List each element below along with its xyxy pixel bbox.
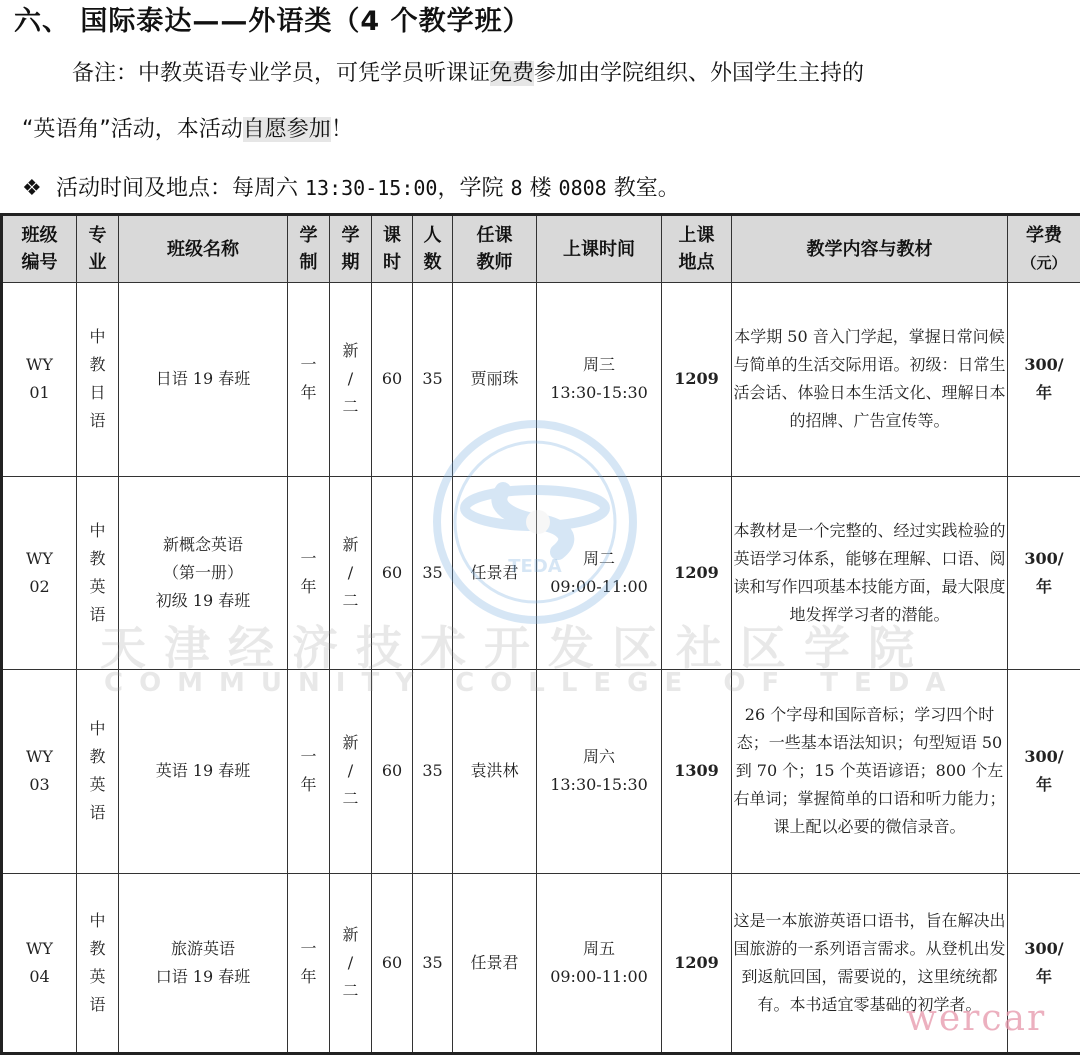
students-cell: 35 xyxy=(413,873,453,1053)
fee-cell: 300/ 年 xyxy=(1008,670,1080,874)
hours-cell: 60 xyxy=(372,283,413,477)
fee-cell: 300/ 年 xyxy=(1008,873,1080,1053)
schedule-cell: 周三 13:30-15:30 xyxy=(537,283,662,477)
note-text: 备注：中教英语专业学员，可凭学员听课证 xyxy=(72,61,491,86)
content-cell: 本学期 50 音入门学起，掌握日常问候与简单的生活交际用语。初级：日常生活会话、体验日本生活文化、理解日本的招牌、广告宣传等。 xyxy=(732,283,1008,477)
teacher-cell: 任景君 xyxy=(453,476,537,670)
major-cell: 中 教 英 语 xyxy=(77,476,119,670)
note-text: 参加由学院组织、外国学生主持的 xyxy=(534,61,865,86)
corner-watermark: wercar xyxy=(906,998,1047,1039)
watermark-chinese: 天津经济技术开发区社区学院 xyxy=(100,621,932,675)
table-row xyxy=(2,476,1080,670)
bullet-icon: ❖ xyxy=(22,176,42,201)
fee-cell: 300/ 年 xyxy=(1008,283,1080,477)
header-location: 上课 地点 xyxy=(662,215,732,283)
watermark-english: COMMUNITY COLLEGE OF TEDA xyxy=(104,668,962,698)
teacher-cell: 袁洪林 xyxy=(453,670,537,874)
note-line-1 xyxy=(72,52,864,96)
hours-cell: 60 xyxy=(372,476,413,670)
room-cell: 1209 xyxy=(662,476,732,670)
major-cell: 中 教 日 语 xyxy=(77,283,119,477)
class-name-cell: 英语 19 春班 xyxy=(119,670,288,874)
activity-floor-label: 楼 xyxy=(529,176,552,201)
class-name-cell: 日语 19 春班 xyxy=(119,283,288,477)
duration-cell: 一 年 xyxy=(288,670,330,874)
section-heading xyxy=(14,0,531,44)
class-id-cell: WY 02 xyxy=(2,476,77,670)
term-cell: 新 / 二 xyxy=(330,873,372,1053)
class-name-cell: 新概念英语 （第一册） 初级 19 春班 xyxy=(119,476,288,670)
major-cell: 中 教 英 语 xyxy=(77,873,119,1053)
header-teacher: 任课 教师 xyxy=(453,215,537,283)
room-cell: 1309 xyxy=(662,670,732,874)
section-number: 六、 xyxy=(14,6,70,37)
hours-cell: 60 xyxy=(372,873,413,1053)
teacher-cell: 贾丽珠 xyxy=(453,283,537,477)
duration-cell: 一 年 xyxy=(288,873,330,1053)
class-schedule-table xyxy=(0,213,1080,1055)
teacher-cell: 任景君 xyxy=(453,873,537,1053)
students-cell: 35 xyxy=(413,476,453,670)
table-row xyxy=(2,670,1080,874)
header-class-name: 班级名称 xyxy=(119,215,288,283)
content-cell: 这是一本旅游英语口语书，旨在解决出国旅游的一系列语言需求。从登机出发到返航回国，需要说的，这里统统都有。本书适宜零基础的初学者。 xyxy=(732,873,1008,1053)
activity-room: 0808 xyxy=(558,176,607,200)
activity-room-label: 教室。 xyxy=(613,176,680,201)
duration-cell: 一 年 xyxy=(288,283,330,477)
table-row xyxy=(2,873,1080,1053)
room-cell: 1209 xyxy=(662,873,732,1053)
table-row xyxy=(2,283,1080,477)
activity-label: 活动时间及地点：每周六 xyxy=(56,176,299,201)
major-cell: 中 教 英 语 xyxy=(77,670,119,874)
class-id-cell: WY 03 xyxy=(2,670,77,874)
header-students: 人 数 xyxy=(413,215,453,283)
term-cell: 新 / 二 xyxy=(330,476,372,670)
hours-cell: 60 xyxy=(372,670,413,874)
duration-cell: 一 年 xyxy=(288,476,330,670)
room-cell: 1209 xyxy=(662,283,732,477)
schedule-cell: 周二 09:00-11:00 xyxy=(537,476,662,670)
note-line-2 xyxy=(22,108,353,152)
class-name-cell: 旅游英语 口语 19 春班 xyxy=(119,873,288,1053)
activity-floor: 8 xyxy=(510,176,523,200)
note-highlight-voluntary: 自愿参加 xyxy=(242,117,331,142)
header-hours: 课 时 xyxy=(372,215,413,283)
students-cell: 35 xyxy=(413,670,453,874)
svg-text:TEDA: TEDA xyxy=(508,556,562,577)
schedule-cell: 周六 13:30-15:30 xyxy=(537,670,662,874)
header-duration: 学 制 xyxy=(288,215,330,283)
section-title: 国际泰达——外语类（4 个教学班） xyxy=(80,6,531,37)
header-schedule: 上课时间 xyxy=(537,215,662,283)
class-id-cell: WY 01 xyxy=(2,283,77,477)
note-text: ！ xyxy=(330,117,353,142)
activity-info xyxy=(22,166,680,210)
note-highlight-free: 免费 xyxy=(490,61,535,86)
class-id-cell: WY 04 xyxy=(2,873,77,1053)
schedule-cell: 周五 09:00-11:00 xyxy=(537,873,662,1053)
content-cell: 本教材是一个完整的、经过实践检验的英语学习体系，能够在理解、口语、阅读和写作四项基本技能方面，最大限度地发挥学习者的潜能。 xyxy=(732,476,1008,670)
activity-time: 13:30-15:00 xyxy=(305,176,438,200)
term-cell: 新 / 二 xyxy=(330,670,372,874)
term-cell: 新 / 二 xyxy=(330,283,372,477)
content-cell: 26 个字母和国际音标；学习四个时态；一些基本语法知识；句型短语 50 到 70 个；15 个英语谚语；800 个左右单词；掌握简单的口语和听力能力；课上配以必要的微信录音。 xyxy=(732,670,1008,874)
header-fee: 学费 （元） xyxy=(1008,215,1080,283)
fee-cell: 300/ 年 xyxy=(1008,476,1080,670)
header-term: 学 期 xyxy=(330,215,372,283)
table-header-row xyxy=(2,215,1080,283)
header-content: 教学内容与教材 xyxy=(732,215,1008,283)
header-major: 专 业 xyxy=(77,215,119,283)
header-class-id: 班级 编号 xyxy=(2,215,77,283)
students-cell: 35 xyxy=(413,283,453,477)
note-text: “英语角”活动，本活动 xyxy=(22,117,243,142)
activity-sep: ，学院 xyxy=(437,176,504,201)
